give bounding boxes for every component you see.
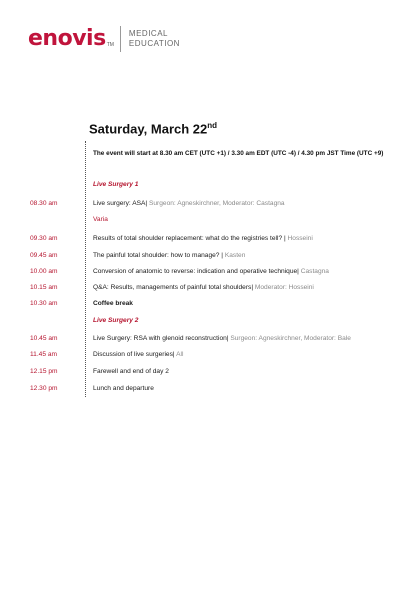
- session-separator: |: [145, 200, 149, 207]
- session-text: [93, 349, 183, 361]
- session-separator: |: [297, 268, 301, 275]
- session-time: 08.30 am: [30, 200, 58, 207]
- session-text: [93, 366, 169, 378]
- session-title: The painful total shoulder: how to manage?: [93, 252, 220, 259]
- day-title-suffix: nd: [207, 121, 218, 130]
- trademark-mark: TM: [106, 42, 114, 48]
- schedule-row: [0, 333, 420, 345]
- session-title: Live surgery: ASA: [93, 200, 146, 207]
- schedule-row: [0, 266, 420, 278]
- session-title: Q&A: Results, managements of painful total shoulders: [93, 284, 252, 291]
- session-separator: |: [226, 335, 231, 342]
- schedule-row: [0, 282, 420, 294]
- session-time: 12.30 pm: [30, 385, 58, 392]
- session-title: Results of total shoulder replacement: what do the registries tell?: [93, 235, 283, 242]
- section-varia: Varia: [93, 216, 108, 223]
- dept-line-1: MEDICAL: [128, 29, 168, 38]
- session-speakers: All: [176, 351, 184, 358]
- section-live-surgery-2: Live Surgery 2: [93, 317, 139, 324]
- enovis-logo: [28, 26, 180, 52]
- dept-line-2: EDUCATION: [128, 39, 180, 48]
- session-text: [93, 383, 154, 395]
- brand-wordmark: enovis: [28, 26, 106, 51]
- schedule-row: [0, 298, 420, 310]
- session-text: [93, 282, 314, 294]
- schedule-row: [0, 349, 420, 361]
- session-time: 11.45 am: [30, 351, 58, 358]
- day-title: [89, 121, 217, 136]
- session-time: 09.30 am: [30, 235, 58, 242]
- session-time: 10.15 am: [30, 284, 58, 291]
- day-title-text: Saturday, March 22: [89, 121, 208, 137]
- session-speakers: Surgeon: Agneskirchner, Moderator: Castagna: [148, 200, 285, 207]
- session-separator: |: [282, 235, 288, 242]
- session-text: [93, 198, 285, 210]
- session-title: Conversion of anatomic to reverse: indication and operative technique: [93, 268, 298, 275]
- schedule-row: [0, 198, 420, 210]
- session-speakers: Castagna: [300, 268, 329, 275]
- session-speakers: Kasten: [224, 252, 246, 259]
- session-title: Farewell and end of day 2: [93, 368, 169, 375]
- session-time: 12.15 pm: [30, 368, 58, 375]
- session-time: 10.30 am: [30, 300, 58, 307]
- session-time: 09.45 am: [30, 252, 58, 259]
- session-separator: |: [219, 252, 225, 259]
- department-label: [129, 29, 180, 49]
- schedule-row: [0, 233, 420, 245]
- session-time: 10.45 am: [30, 335, 58, 342]
- schedule-row: [0, 366, 420, 378]
- logo-divider: [120, 26, 121, 52]
- session-text: [93, 233, 313, 245]
- section-live-surgery-1: Live Surgery 1: [93, 181, 139, 188]
- session-speakers: Hosseini: [287, 235, 313, 242]
- session-text: [93, 333, 351, 345]
- session-title: Coffee break: [93, 300, 133, 307]
- start-time-notice: The event will start at 8.30 am CET (UTC +1) / 3.30 am EDT (UTC -4) / 4.30 pm JST Time (UTC +9): [93, 150, 384, 157]
- session-text: [93, 298, 133, 310]
- session-speakers: Surgeon: Agneskirchner, Moderator: Bale: [230, 335, 351, 342]
- session-title: Lunch and departure: [93, 385, 154, 392]
- session-separator: |: [172, 351, 177, 358]
- session-text: [93, 266, 329, 278]
- schedule-row: [0, 250, 420, 262]
- schedule-row: [0, 383, 420, 395]
- session-time: 10.00 am: [30, 268, 58, 275]
- session-text: [93, 250, 245, 262]
- session-speakers: Moderator: Hosseini: [254, 284, 314, 291]
- session-title: Live Surgery: RSA with glenoid reconstruction: [93, 335, 227, 342]
- session-separator: |: [251, 284, 255, 291]
- session-title: Discussion of live surgeries: [93, 351, 173, 358]
